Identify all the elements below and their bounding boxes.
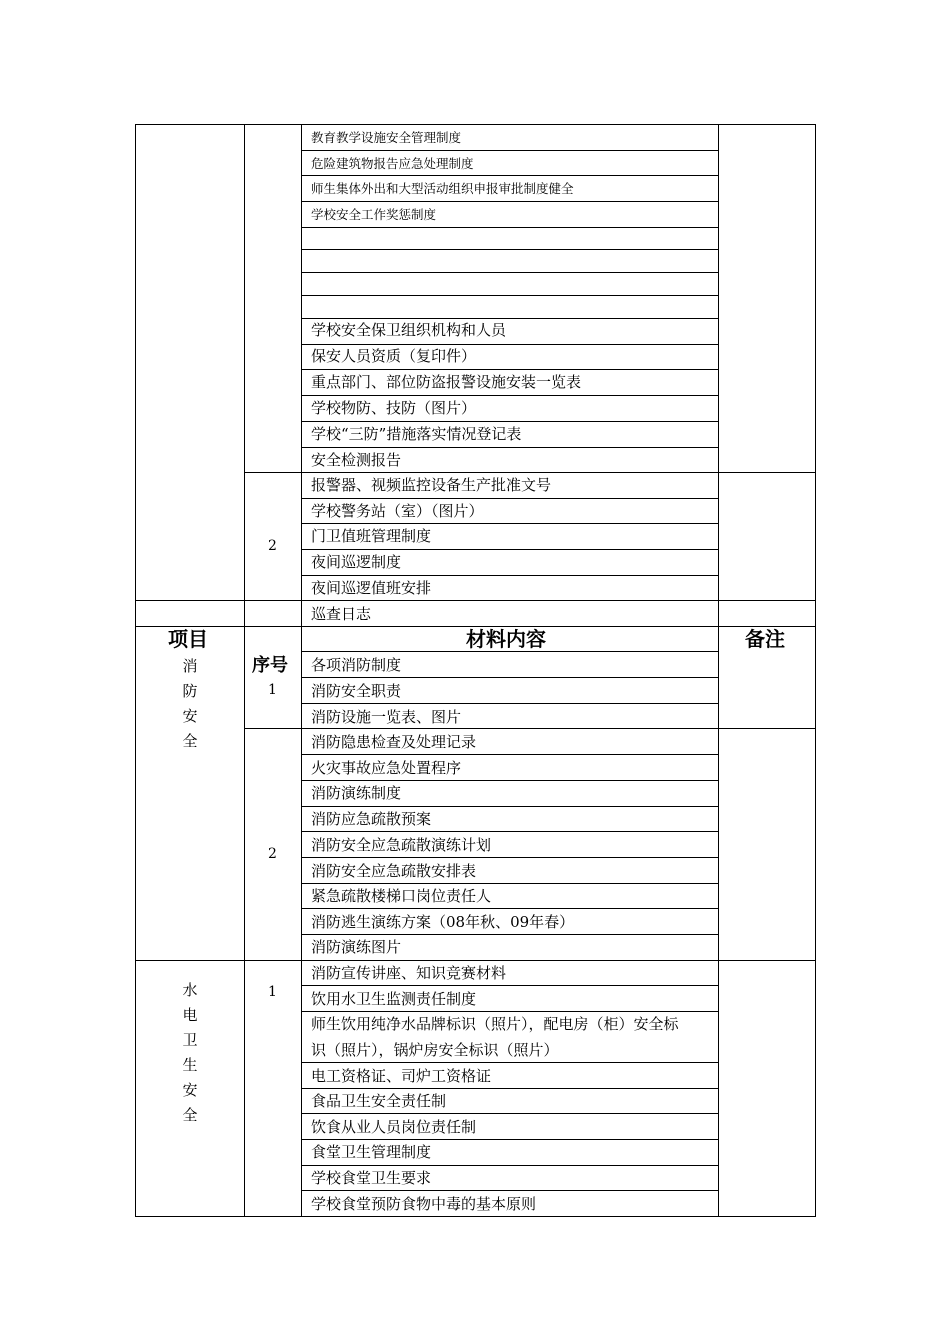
seq-security-2: 2 [268,538,277,554]
table-rule [244,472,816,473]
table-rule [135,124,136,1217]
content-row: 食堂卫生管理制度 [311,1143,432,1161]
content-row: 学校安全工作奖惩制度 [311,207,437,222]
content-row: 安全检测报告 [311,451,402,469]
table-rule [301,1165,719,1166]
content-row: 夜间巡逻值班安排 [311,579,432,597]
table-rule [301,703,719,704]
content-row: 识（照片），锅炉房安全标识（照片） [311,1041,559,1059]
content-row: 巡查日志 [311,605,372,623]
content-row: 门卫值班管理制度 [311,527,432,545]
seq-fire-1: 1 [268,682,277,698]
table-rule [301,395,719,396]
content-row: 电工资格证、司炉工资格证 [311,1067,492,1085]
table-rule [301,1011,719,1012]
table-rule [301,227,719,228]
content-row: 消防演练制度 [311,784,402,802]
content-row: 饮食从业人员岗位责任制 [311,1118,477,1136]
table-rule [301,447,719,448]
table-rule [301,201,719,202]
table-rule [301,908,719,909]
content-row: 消防演练图片 [311,938,402,956]
table-rule [301,1113,719,1114]
table-rule [135,124,816,125]
section-fire-safety: 消 防 安 全 [182,657,198,750]
header-project: 项目 [168,627,208,651]
table-rule [135,1216,816,1217]
table-rule [301,857,719,858]
table-rule [815,124,816,1217]
table-rule [135,600,816,601]
content-row: 学校物防、技防（图片） [311,399,477,417]
table-rule [301,272,719,273]
header-content: 材料内容 [466,627,546,651]
content-row: 教育教学设施安全管理制度 [311,130,462,145]
table-rule [301,421,719,422]
table-rule [301,754,719,755]
table-rule [301,780,719,781]
content-row: 报警器、视频监控设备生产批准文号 [311,476,552,494]
table-rule [301,934,719,935]
table-rule [301,883,719,884]
table-rule [135,960,816,961]
content-row: 学校“三防”措施落实情况登记表 [311,425,522,443]
content-row: 师生集体外出和大型活动组织申报审批制度健全 [311,181,574,196]
header-seq: 序号 [252,655,288,676]
table-rule [718,124,719,1217]
section-water-power-hygiene: 水 电 卫 生 安 全 [182,981,198,1124]
table-rule [301,318,719,319]
content-row: 食品卫生安全责任制 [311,1092,447,1110]
table-rule [244,728,816,729]
table-rule [301,344,719,345]
content-row: 消防安全应急疏散演练计划 [311,836,492,854]
content-row: 各项消防制度 [311,656,402,674]
content-row: 保安人员资质（复印件） [311,347,477,365]
table-rule [301,1139,719,1140]
header-remarks: 备注 [745,627,785,651]
table-rule [301,1062,719,1063]
table-rule [301,831,719,832]
table-rule [301,175,719,176]
content-row: 学校安全保卫组织机构和人员 [311,321,507,339]
content-row: 消防安全职责 [311,682,402,700]
content-row: 消防应急疏散预案 [311,810,432,828]
table-rule [301,369,719,370]
table-rule [301,575,719,576]
content-row: 消防宣传讲座、知识竞赛材料 [311,964,507,982]
content-row: 重点部门、部位防盗报警设施安装一览表 [311,373,582,391]
table-rule [301,124,302,1217]
content-row: 学校食堂预防食物中毒的基本原则 [311,1195,537,1213]
content-row: 消防安全应急疏散安排表 [311,862,477,880]
content-row: 师生饮用纯净水品牌标识（照片），配电房（柜）安全标 [311,1015,679,1033]
content-row: 学校警务站（室）（图片） [311,502,484,520]
content-row: 消防设施一览表、图片 [311,708,462,726]
table-rule [301,498,719,499]
table-rule [301,651,719,652]
table-rule [301,249,719,250]
table-rule [301,1190,719,1191]
table-rule [301,677,719,678]
table-rule [301,1088,719,1089]
content-row: 危险建筑物报告应急处理制度 [311,156,474,171]
table-rule [301,806,719,807]
table-rule [301,549,719,550]
table-rule [301,295,719,296]
content-row: 消防逃生演练方案（08年秋、09年春） [311,913,575,931]
content-row: 饮用水卫生监测责任制度 [311,990,477,1008]
table-rule [301,150,719,151]
table-rule [301,523,719,524]
content-row: 夜间巡逻制度 [311,553,402,571]
seq-fire-2: 2 [268,846,277,862]
seq-hygiene-1: 1 [268,984,277,1000]
content-row: 火灾事故应急处置程序 [311,759,462,777]
table-rule [244,124,245,1217]
content-row: 紧急疏散楼梯口岗位责任人 [311,887,492,905]
content-row: 学校食堂卫生要求 [311,1169,432,1187]
content-row: 消防隐患检查及处理记录 [311,733,477,751]
table-rule [301,985,719,986]
